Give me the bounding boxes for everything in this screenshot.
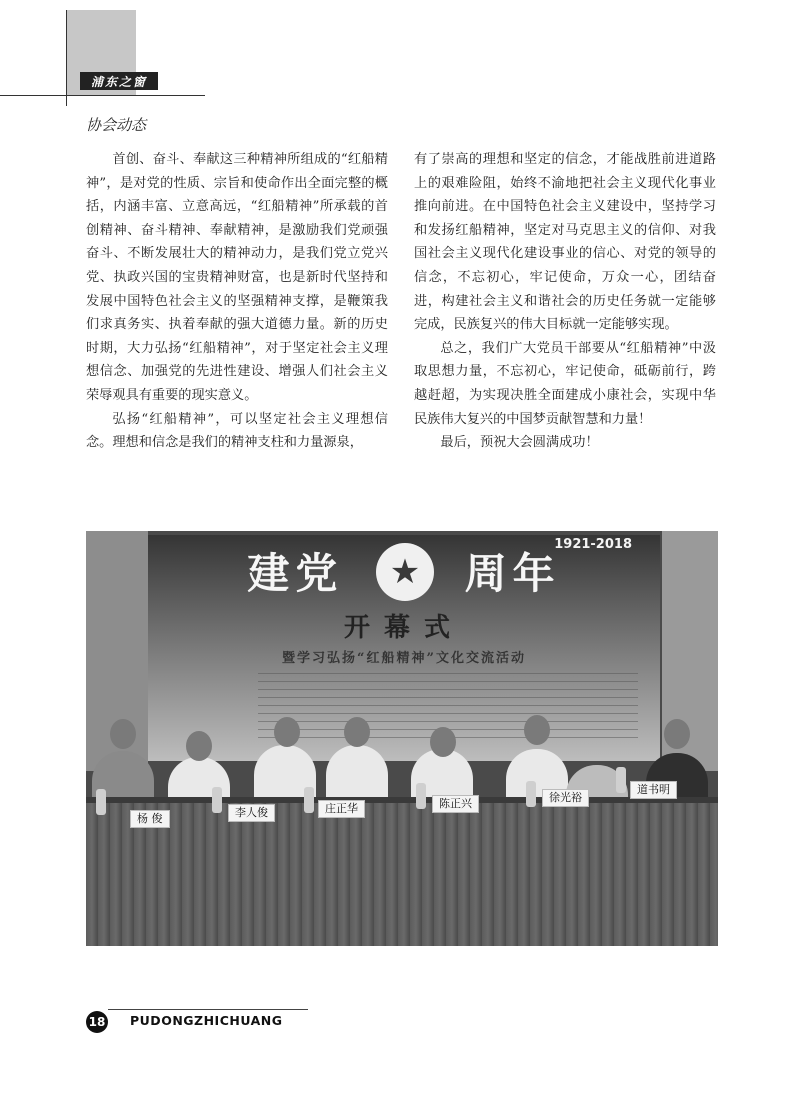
footer-magazine-name: PUDONGZHICHUANG <box>130 1013 283 1028</box>
guest-head <box>186 731 212 761</box>
water-bottle <box>616 767 626 793</box>
guest-head <box>664 719 690 749</box>
header-rule <box>0 95 205 96</box>
article-paragraph: 弘扬“红船精神”，可以坚定社会主义理想信念。理想和信念是我们的精神支柱和力量源泉， <box>86 411 388 451</box>
article-paragraph: 总之，我们广大党员干部要从“红船精神”中汲取思想力量，不忘初心，牢记使命，砥砺前行，跨越赶超，为实现决胜全面建成小康社会，实现中华民族伟大复兴的中国梦贡献智慧和力量！ <box>414 340 716 427</box>
article-column-left <box>86 148 388 455</box>
screen-subtitle: 暨学习弘扬“红船精神”文化交流活动 <box>282 651 526 666</box>
section-title: 协会动态 <box>86 116 147 134</box>
seated-guests <box>86 711 718 811</box>
screen-years: 1921-2018 <box>554 537 632 552</box>
article-paragraph: 首创、奋斗、奉献这三种精神所组成的“红船精神”，是对党的性质、宗旨和使命作出全面完整的概括，内涵丰富、立意高远，“红船精神”所承载的首创精神、奋斗精神、奉献精神，是激励我们党顽强奋斗、不断发展壮大的精神动力，是我们党立党兴党、执政兴国的宝贵精神财富，也是新时代坚持和发展中国特色社会主义的坚强精神支撑，是鞭策我们求真务实、执着奉献的强大道德力量。新的历史时期，大力弘扬“红船精神”，对于坚定社会主义理想信念、加强党的先进性建设、增强人们社会主义荣辱观具有重要的现实意义。 <box>86 152 388 403</box>
screen-title-left: 建党 <box>247 549 344 598</box>
nameplate: 杨 俊 <box>130 810 170 828</box>
table-skirt <box>86 803 718 946</box>
screen-title-right: 周年 <box>464 549 561 598</box>
water-bottle <box>212 787 222 813</box>
guest-head <box>344 717 370 747</box>
nameplate: 陈正兴 <box>432 795 479 813</box>
water-bottle <box>526 781 536 807</box>
guest-head <box>110 719 136 749</box>
nameplate: 徐光裕 <box>542 789 589 807</box>
event-photo <box>86 531 718 946</box>
screen-opening: 开幕式 <box>343 613 464 643</box>
nameplate: 庄正华 <box>318 800 365 818</box>
article-paragraph: 最后，预祝大会圆满成功！ <box>440 435 599 451</box>
article-column-right <box>414 148 716 455</box>
star-emblem-icon: ★ <box>376 543 434 601</box>
footer-rule <box>108 1009 308 1010</box>
guest-head <box>524 715 550 745</box>
nameplate: 道书明 <box>630 781 677 799</box>
guest-head <box>430 727 456 757</box>
water-bottle <box>416 783 426 809</box>
article-paragraph: 有了崇高的理想和坚定的信念，才能战胜前进道路上的艰难险阻，始终不渝地把社会主义现代化事业推向前进。在中国特色社会主义建设中，坚持学习和发扬红船精神，坚定对马克思主义的信仰、对我国社会主义现代化建设事业的信心、对党的领导的信念，不忘初心，牢记使命，万众一心，团结奋进，构建社会主义和谐社会的历史任务就一定能够完成，民族复兴的伟大目标就一定能够实现。 <box>414 152 716 333</box>
magazine-logo: 浦东之窗 <box>80 72 158 90</box>
page-number: 18 <box>86 1011 108 1033</box>
nameplate: 李人俊 <box>228 804 275 822</box>
water-bottle <box>304 787 314 813</box>
guest-head <box>274 717 300 747</box>
header-vertical-rule <box>66 10 67 106</box>
water-bottle <box>96 789 106 815</box>
